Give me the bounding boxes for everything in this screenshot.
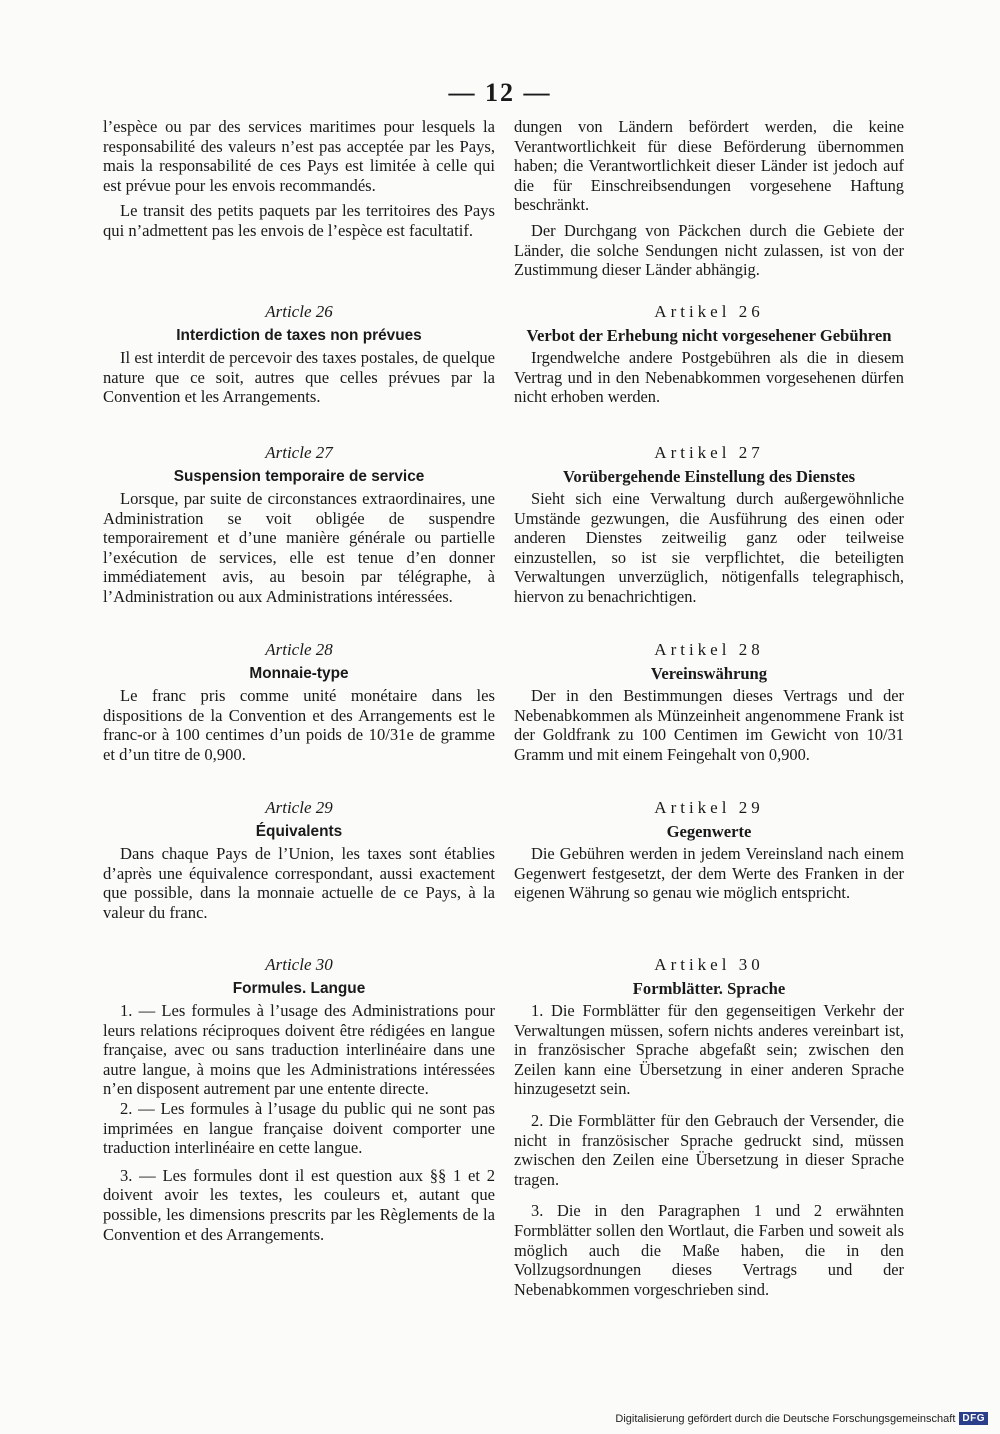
article-heading: Équivalents bbox=[255, 823, 343, 840]
paragraph: Dans chaque Pays de l’Union, les taxes sont établies d’après une équivalence correspondant, aussi exactement que possible, dans la monnaie actuelle de ce Pays, à la valeur du franc. bbox=[103, 844, 495, 922]
paragraph: Sieht sich eine Verwaltung durch außergewöhnliche Umstände gezwungen, die Ausführung des einen oder anderen Dienstes zeitweilig ganz oder teilweise einzustellen, so ist sie verpflichtet, die beteiligten Verwaltungen unverzüglich, nötigenfalls telegraphisch, hiervon zu benachrichtigen. bbox=[514, 489, 904, 606]
paragraph: 3. Die in den Paragraphen 1 und 2 erwähnten Formblätter sollen den Wortlaut, die Farben und soweit als möglich auch die Maße haben, die in den Vollzugsordnungen dieses Vertrags und der Nebenabkommen vorgeschrieben sind. bbox=[514, 1201, 904, 1299]
article-heading: Monnaie-type bbox=[249, 665, 349, 682]
article-heading: Suspension temporaire de service bbox=[173, 468, 425, 485]
german-article-30 bbox=[514, 954, 904, 1299]
article-title: Article 29 bbox=[265, 798, 333, 817]
paragraph: Der Durchgang von Päckchen durch die Gebiete der Länder, die solche Sendungen nicht zulassen, ist von der Zustimmung dieser Länder abhängig. bbox=[514, 220, 904, 280]
digitization-footer bbox=[615, 1412, 988, 1425]
german-article-26 bbox=[514, 301, 904, 407]
paragraph: 2. Die Formblätter für den Gebrauch der Versender, die nicht in französischer Sprache gedruckt sind, müssen zwischen den Zeilen eine Übersetzung in dieser Sprache tragen. bbox=[514, 1110, 904, 1189]
article-heading: Vorübergehende Einstellung des Dienstes bbox=[562, 467, 856, 486]
paragraph: 1. — Les formules à l’usage des Administrations pour leurs relations réciproques doivent être rédigées en langue française, avec ou sans traduction interlinéaire dans une autre langue, à moins que les Administrations intéressées n’en disposent autrement par une entente directe. bbox=[103, 1001, 495, 1099]
paragraph: Lorsque, par suite de circonstances extraordinaires, une Administration se voit obligée de suspendre temporairement et d’une manière générale ou partielle l’exécution de services, elle est tenue d’en donner immédiatement avis, au besoin par télégraphe, à l’Administration ou aux Administrations intéressées. bbox=[103, 489, 495, 606]
article-title: Article 28 bbox=[265, 640, 333, 659]
french-article-30 bbox=[103, 954, 495, 1244]
french-article-27 bbox=[103, 442, 495, 607]
german-intro bbox=[514, 117, 904, 280]
page-number: — 12 — bbox=[448, 78, 552, 107]
article-title: Artikel 30 bbox=[654, 955, 764, 974]
german-article-28 bbox=[514, 639, 904, 764]
article-title: Article 26 bbox=[265, 302, 333, 321]
german-article-29 bbox=[514, 797, 904, 903]
french-article-28 bbox=[103, 639, 495, 764]
article-heading: Formules. Langue bbox=[232, 980, 366, 997]
paragraph: 3. — Les formules dont il est question aux §§ 1 et 2 doivent avoir les textes, les couleurs et, autant que possible, les dimensions prescrits par les Règlements de la Convention et des Arrangements. bbox=[103, 1165, 495, 1244]
article-title: Artikel 27 bbox=[654, 443, 764, 462]
paragraph: Le transit des petits paquets par les territoires des Pays qui n’admettent pas les envois de l’espèce est facultatif. bbox=[103, 201, 495, 240]
german-article-27 bbox=[514, 442, 904, 607]
paragraph: Le franc pris comme unité monétaire dans les dispositions de la Convention et des Arrangements est le franc-or à 100 centimes d’un poids de 10/31e de gramme et d’un titre de 0,900. bbox=[103, 686, 495, 764]
french-article-29 bbox=[103, 797, 495, 922]
article-heading: Vereinswährung bbox=[650, 664, 768, 683]
french-article-26 bbox=[103, 301, 495, 407]
article-title: Artikel 29 bbox=[654, 798, 764, 817]
article-title: Article 30 bbox=[265, 955, 333, 974]
paragraph: 1. Die Formblätter für den gegenseitigen Verkehr der Verwaltungen müssen, sofern nichts anderes vereinbart ist, in französischer Sprache abgefaßt sein; zwischen den Zeilen kann eine Übersetzung in einer anderen Sprache hinzugesetzt sein. bbox=[514, 1001, 904, 1099]
dfg-logo-icon: DFG bbox=[959, 1412, 988, 1425]
paragraph: l’espèce ou par des services maritimes pour lesquels la responsabilité des valeurs n’est pas acceptée par les Pays, mais la responsabilité de ces Pays est limitée à celle qui est prévue pour les envois recommandés. bbox=[103, 117, 495, 195]
french-intro bbox=[103, 117, 495, 241]
article-heading: Formblätter. Sprache bbox=[632, 979, 786, 998]
paragraph: dungen von Ländern befördert werden, die keine Verantwortlichkeit für diese Beförderung übernommen haben; die Verantwortlichkeit dieser Länder ist jedoch auf die für Einschreibsendungen vorgesehene Haftung beschränkt. bbox=[514, 117, 904, 215]
paragraph: Die Gebühren werden in jedem Vereinsland nach einem Gegenwert festgesetzt, der dem Werte des Franken in der eigenen Währung so genau wie möglich entspricht. bbox=[514, 844, 904, 903]
paragraph: 2. — Les formules à l’usage du public qui ne sont pas imprimées en langue française doivent comporter une traduction interlinéaire en cette langue. bbox=[103, 1098, 495, 1158]
paragraph: Il est interdit de percevoir des taxes postales, de quelque nature que ce soit, autres que celles prévues par la Convention et les Arrangements. bbox=[103, 348, 495, 407]
paragraph: Der in den Bestimmungen dieses Vertrags und der Nebenabkommen als Münzeinheit angenommene Frank ist der Goldfrank zu 100 Centimen im Gewicht von 10/31 Gramm und mit einem Feingehalt von 0,900. bbox=[514, 686, 904, 764]
article-heading: Gegenwerte bbox=[666, 822, 752, 841]
article-title: Artikel 28 bbox=[654, 640, 764, 659]
article-title: Artikel 26 bbox=[654, 302, 764, 321]
article-heading: Verbot der Erhebung nicht vorgesehener Gebühren bbox=[526, 326, 892, 345]
footer-text: Digitalisierung gefördert durch die Deutsche Forschungsgemeinschaft bbox=[615, 1412, 956, 1425]
article-heading: Interdiction de taxes non prévues bbox=[176, 327, 422, 344]
paragraph: Irgendwelche andere Postgebühren als die in diesem Vertrag und in den Nebenabkommen vorgesehenen dürfen nicht erhoben werden. bbox=[514, 348, 904, 407]
article-title: Article 27 bbox=[265, 443, 333, 462]
